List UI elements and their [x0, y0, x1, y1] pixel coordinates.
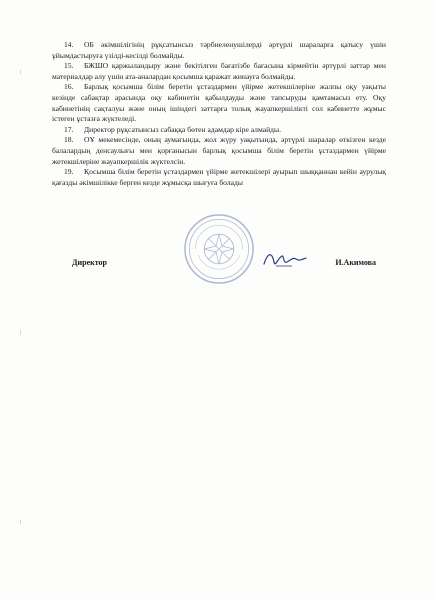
scan-mark	[20, 520, 21, 524]
signatory-name: И.Акимова	[335, 258, 376, 267]
paragraph-17	[52, 125, 386, 136]
paragraph-19	[52, 167, 386, 188]
paragraph-text: ОБ әкімшілігінің рұқсатынсыз тәрбиеленушілерді әртүрлі шараларға қатысу үшін ұйымдастыруға үзілді-кесілді болмайды.	[52, 40, 386, 60]
paragraph-number: 16.	[64, 82, 74, 92]
document-body	[52, 40, 386, 188]
paragraph-number: 17.	[64, 124, 74, 134]
paragraph-number: 14.	[64, 40, 74, 49]
scan-mark	[20, 330, 21, 335]
paragraph-14	[52, 40, 386, 61]
handwritten-signature	[262, 248, 308, 270]
paragraph-text: Барлық қосымша білім беретін ұстаздармен үйірме жетекшілеріне жалпы оқу уақыты кезінде сабақтар арасында оқу кабинетін қабылдауды және тапсыруды қамтамасыз ету. Оқу кабинетінің сақталуы және оның ішіндегі заттарға толық жауапкершілікті сол кабинетте жұмыс істеген ұстазға жүктеледі.	[52, 82, 386, 124]
paragraph-number: 19.	[64, 167, 74, 177]
signatory-title: Директор	[72, 258, 107, 267]
paragraph-text: БЖШО қаржыландыру және бекітілген бағатізбе бағасына кірмейтін әртүрлі заттар мен материалдар алу үшін ата-аналардан қосымша қаражат жинауға болмайды.	[52, 61, 386, 81]
signature-block	[52, 250, 386, 290]
paragraph-18	[52, 135, 386, 167]
paragraph-number: 18.	[64, 135, 74, 145]
paragraph-number: 15.	[64, 61, 74, 71]
paragraph-15	[52, 61, 386, 82]
paragraph-16	[52, 82, 386, 124]
paragraph-text: Қосымша білім беретін ұстаздармен үйірме жетекшілері ауырып шыққаннан кейін аурулық қағазды әкімшілікке берген кезде жұмысқа шығуға болады	[52, 167, 386, 187]
scan-mark	[20, 70, 21, 74]
paragraph-text: ОҰ мекемесінде, оның аумағында, жол жүру уақытында, әртүрлі шаралар өткізген кезде балалардың денсаулығы мен қорғанысын барлық қосымша білім беретін ұстаздармен үйірме жетекшілеріне жауапкершілік жүктелсін.	[52, 135, 386, 166]
paragraph-text: Директор рұқсатынсыз сабаққа бөтен адамдар кіре алмайды.	[84, 124, 281, 134]
